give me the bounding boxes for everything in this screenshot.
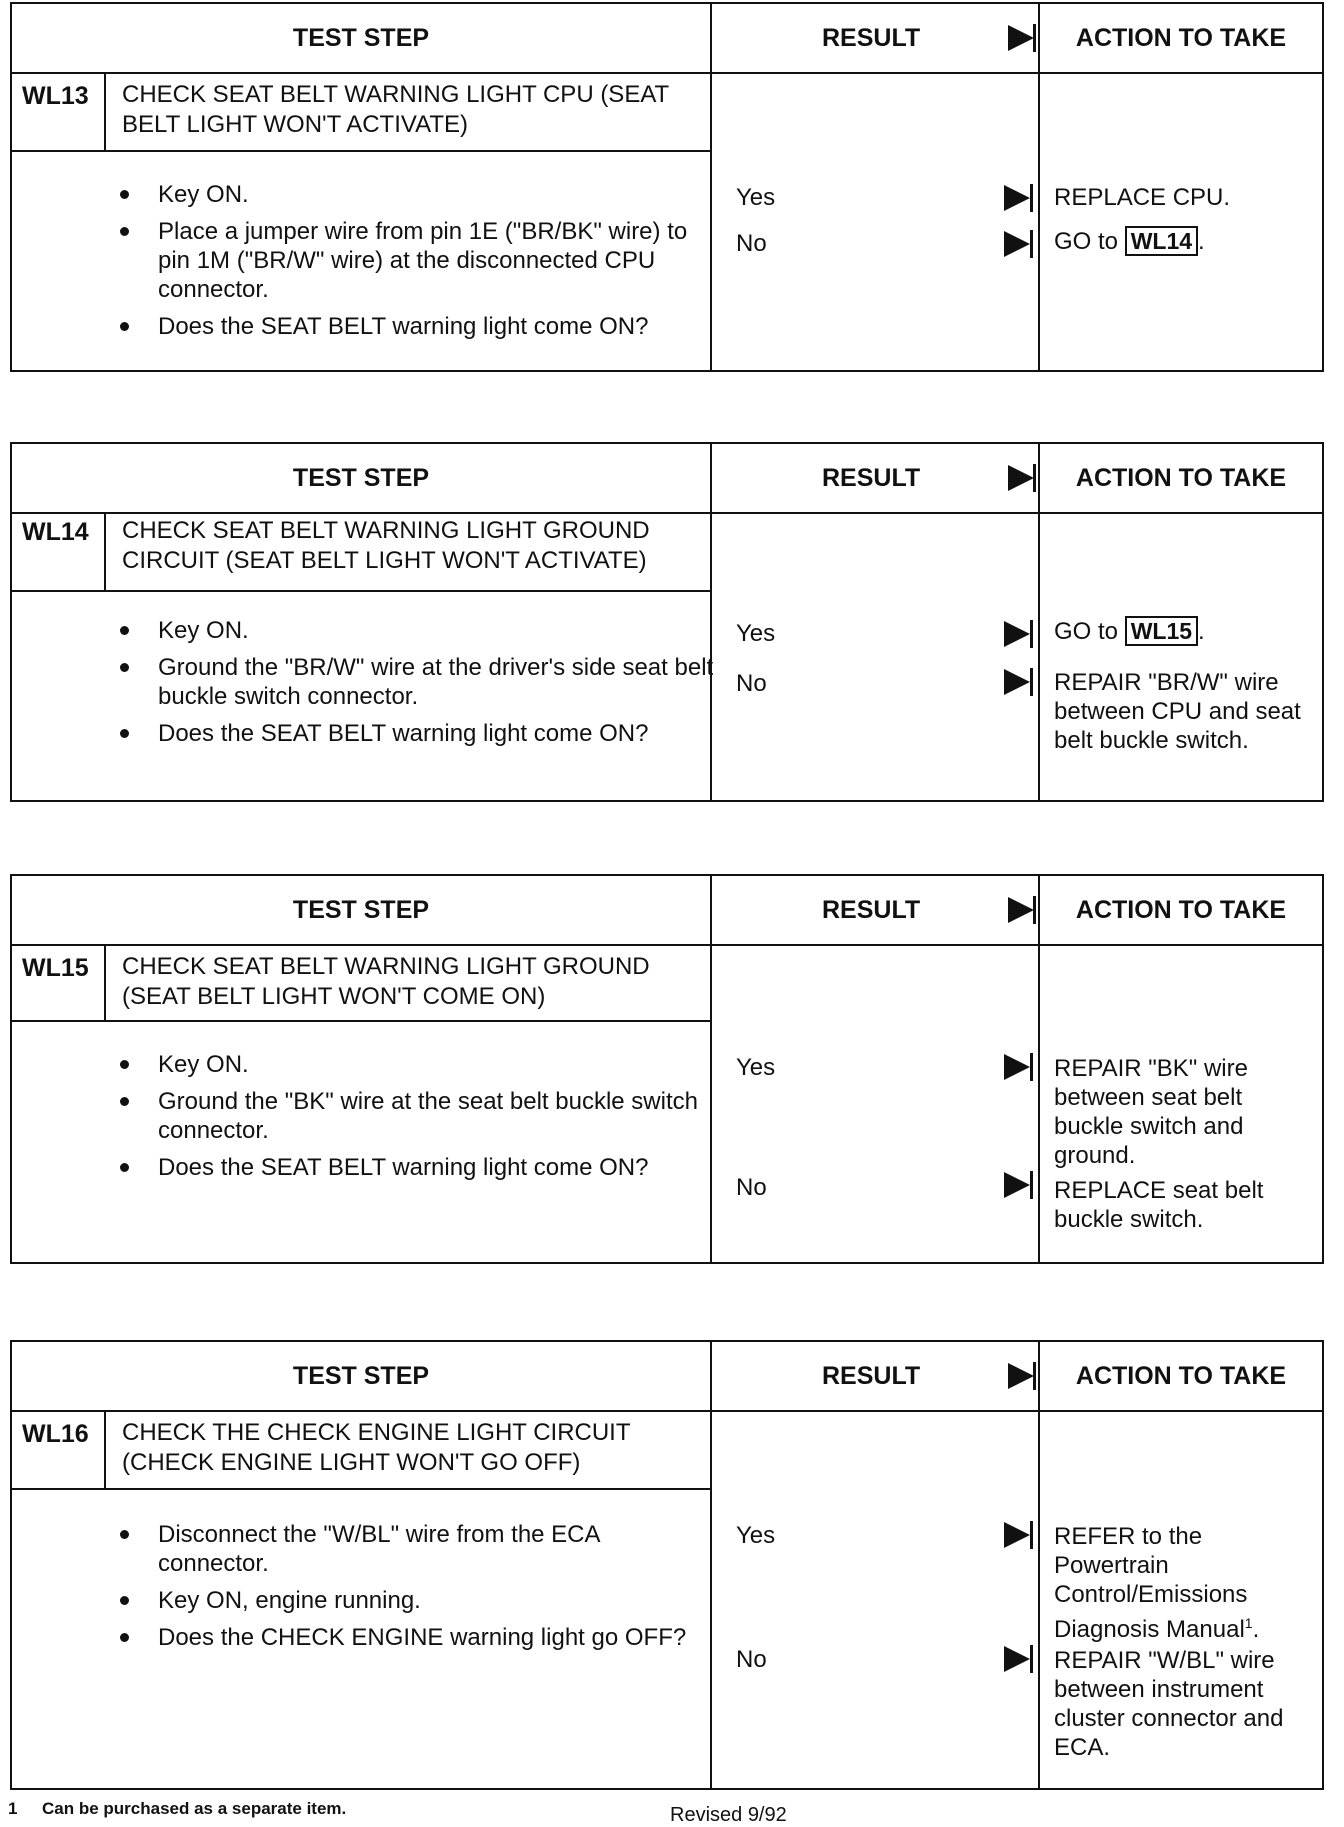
result-header (710, 444, 1040, 512)
arrow-bar-icon (1033, 24, 1036, 52)
code-divider (104, 944, 106, 1020)
step-title: CHECK SEAT BELT WARNING LIGHT GROUND (SEAT BELT LIGHT WON'T COME ON) (122, 953, 650, 1010)
step-instructions (120, 1050, 716, 1190)
action-header: ACTION TO TAKE (1075, 463, 1287, 492)
action-suffix: . (1252, 1616, 1260, 1643)
action-no: REPAIR "W/BL" wire between instrument cluster connector and ECA. (1054, 1647, 1284, 1761)
table-header (12, 4, 1322, 74)
arrow-right-icon (1008, 25, 1034, 51)
arrow-bar-icon (1030, 230, 1033, 258)
footnote-number: 1 (8, 1799, 18, 1818)
step-code: WL14 (22, 518, 89, 546)
test-table-wl14 (10, 442, 1324, 802)
result-header-label: RESULT (822, 463, 921, 492)
action-text: REFER to the Powertrain Control/Emissions Diagnosis Manual (1054, 1523, 1248, 1643)
arrow-bar-icon (1030, 1171, 1033, 1199)
instruction-item: Key ON. (120, 180, 716, 209)
result-yes: Yes (736, 184, 776, 211)
footnote-marker: 1 (1244, 1615, 1253, 1631)
test-table-wl16 (10, 1340, 1324, 1790)
table-header (12, 444, 1322, 514)
action-no (1054, 226, 1324, 256)
action-no: REPLACE seat belt buckle switch. (1054, 1177, 1264, 1233)
action-header: ACTION TO TAKE (1075, 1361, 1287, 1390)
instruction-item: Key ON. (120, 1050, 716, 1079)
test-step-header: TEST STEP (12, 876, 712, 944)
result-header (710, 1342, 1040, 1410)
result-no: No (736, 230, 767, 257)
result-yes: Yes (736, 620, 776, 647)
instruction-item: Does the CHECK ENGINE warning light go OFF? (120, 1623, 716, 1652)
arrow-right-icon (1004, 621, 1030, 647)
arrow-bar-icon (1030, 184, 1033, 212)
code-divider (104, 1410, 106, 1488)
step-instructions (120, 1520, 716, 1660)
arrow-right-icon (1008, 465, 1034, 491)
action-yes: REPAIR "BK" wire between seat belt buckle switch and ground. (1054, 1055, 1248, 1169)
arrow-bar-icon (1030, 1521, 1033, 1549)
arrow-right-icon (1008, 1363, 1034, 1389)
instruction-item: Does the SEAT BELT warning light come ON? (120, 312, 716, 341)
step-instructions (120, 616, 716, 756)
code-divider (104, 512, 106, 590)
step-instructions (120, 180, 716, 349)
action-yes (1054, 1522, 1294, 1644)
action-suffix: . (1198, 228, 1205, 255)
arrow-bar-icon (1033, 896, 1036, 924)
result-header (710, 4, 1040, 72)
result-header-label: RESULT (822, 23, 921, 52)
instruction-item: Ground the "BK" wire at the seat belt buckle switch connector. (120, 1087, 716, 1145)
title-divider (12, 1020, 710, 1022)
arrow-bar-icon (1033, 464, 1036, 492)
action-header: ACTION TO TAKE (1075, 23, 1287, 52)
test-step-header: TEST STEP (12, 1342, 712, 1410)
action-text: GO to (1054, 618, 1119, 645)
instruction-item: Key ON, engine running. (120, 1586, 716, 1615)
title-divider (12, 590, 710, 592)
table-header (12, 1342, 1322, 1412)
step-reference-wl14[interactable]: WL14 (1125, 226, 1198, 256)
arrow-bar-icon (1030, 668, 1033, 696)
arrow-bar-icon (1030, 1053, 1033, 1081)
instruction-item: Does the SEAT BELT warning light come ON? (120, 719, 716, 748)
step-code: WL16 (22, 1420, 89, 1448)
arrow-right-icon (1008, 897, 1034, 923)
arrow-bar-icon (1033, 1362, 1036, 1390)
arrow-right-icon (1004, 231, 1030, 257)
title-divider (12, 150, 710, 152)
arrow-right-icon (1004, 185, 1030, 211)
arrow-right-icon (1004, 669, 1030, 695)
result-header-label: RESULT (822, 1361, 921, 1390)
action-suffix: . (1198, 618, 1205, 645)
result-header-label: RESULT (822, 895, 921, 924)
test-table-wl13 (10, 2, 1324, 372)
result-yes: Yes (736, 1054, 776, 1081)
step-code: WL13 (22, 82, 89, 110)
action-header: ACTION TO TAKE (1075, 895, 1287, 924)
action-yes (1054, 616, 1324, 646)
instruction-item: Disconnect the "W/BL" wire from the ECA connector. (120, 1520, 716, 1578)
arrow-bar-icon (1030, 620, 1033, 648)
step-title: CHECK SEAT BELT WARNING LIGHT GROUND CIRCUIT (SEAT BELT LIGHT WON'T ACTIVATE) (122, 517, 650, 574)
instruction-item: Key ON. (120, 616, 716, 645)
action-no: REPAIR "BR/W" wire between CPU and seat belt buckle switch. (1054, 669, 1301, 754)
action-text: GO to (1054, 228, 1119, 255)
arrow-right-icon (1004, 1054, 1030, 1080)
test-step-header: TEST STEP (12, 444, 712, 512)
arrow-right-icon (1004, 1522, 1030, 1548)
title-divider (12, 1488, 710, 1490)
test-step-header: TEST STEP (12, 4, 712, 72)
arrow-right-icon (1004, 1172, 1030, 1198)
step-title: CHECK SEAT BELT WARNING LIGHT CPU (SEAT BELT LIGHT WON'T ACTIVATE) (122, 81, 669, 138)
column-divider (1038, 72, 1040, 370)
action-yes: REPLACE CPU. (1054, 184, 1231, 211)
result-header (710, 876, 1040, 944)
result-yes: Yes (736, 1522, 776, 1549)
column-divider (1038, 944, 1040, 1262)
result-no: No (736, 1174, 767, 1201)
result-no: No (736, 670, 767, 697)
code-divider (104, 72, 106, 150)
arrow-bar-icon (1030, 1645, 1033, 1673)
column-divider (1038, 512, 1040, 800)
arrow-right-icon (1004, 1646, 1030, 1672)
instruction-item: Ground the "BR/W" wire at the driver's side seat belt buckle switch connector. (120, 653, 716, 711)
result-no: No (736, 1646, 767, 1673)
footnote-text: Can be purchased as a separate item. (42, 1799, 347, 1818)
instruction-item: Does the SEAT BELT warning light come ON? (120, 1153, 716, 1182)
column-divider (1038, 1410, 1040, 1788)
step-reference-wl15[interactable]: WL15 (1125, 616, 1198, 646)
step-code: WL15 (22, 954, 89, 982)
test-table-wl15 (10, 874, 1324, 1264)
revision-label: Revised 9/92 (670, 1804, 787, 1826)
instruction-item: Place a jumper wire from pin 1E ("BR/BK" wire) to pin 1M ("BR/W" wire) at the disconnected CPU connector. (120, 217, 716, 304)
step-title: CHECK THE CHECK ENGINE LIGHT CIRCUIT (CHECK ENGINE LIGHT WON'T GO OFF) (122, 1419, 631, 1476)
table-header (12, 876, 1322, 946)
